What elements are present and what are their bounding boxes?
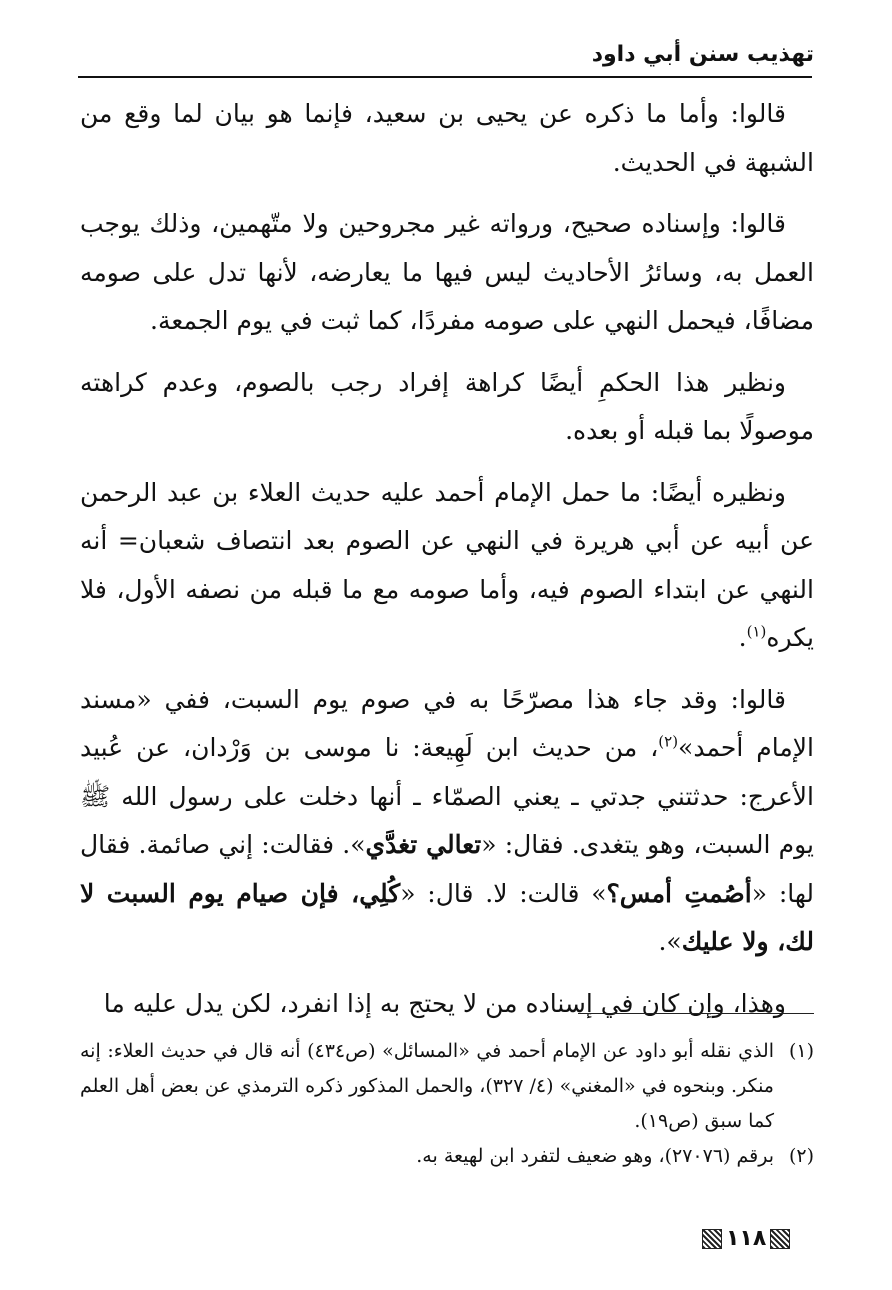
- footnote-2: [80, 1139, 814, 1174]
- arabesque-ornament-icon: [702, 1229, 722, 1249]
- footnote-number: (٢): [788, 1145, 814, 1167]
- paragraph-5-part-d: » قالت: لا. قال: «: [400, 878, 607, 908]
- paragraph-4: [80, 469, 814, 663]
- hadith-quote-2: أصُمتِ أمس؟: [606, 878, 752, 908]
- header-rule: [78, 76, 812, 78]
- footnote-separator: [578, 1013, 814, 1014]
- footnote-text: الذي نقله أبو داود عن الإمام أحمد في «المسائل» (ص٤٣٤) أنه قال في حديث العلاء: إنه منكر. وبنحوه في «المغني» (٤/ ٣٢٧)، والحمل المذكور ذكره الترمذي عن بعض أهل العلم كما سبق (ص١٩).: [80, 1040, 774, 1132]
- hadith-quote-3: كُلِي، فإن صيام يوم السبت لا لك، ولا عليك: [80, 878, 814, 956]
- paragraph-1: قالوا: وأما ما ذكره عن يحيى بن سعيد، فإنما هو بيان لما وقع من الشبهة في الحديث.: [80, 99, 814, 177]
- paragraph-5-part-e: ».: [658, 927, 682, 956]
- paragraph-6: وهذا، وإن كان في إسناده من لا يحتج به إذا انفرد، لكن يدل عليه ما: [103, 988, 786, 1018]
- footnote-number: (١): [788, 1040, 814, 1062]
- footnotes: [80, 1034, 814, 1174]
- running-title: تهذيب سنن أبي داود: [591, 42, 814, 67]
- footnote-text: برقم (٢٧٠٧٦)، وهو ضعيف لتفرد ابن لهيعة به.: [416, 1145, 774, 1167]
- paragraph-4-text: ونظيره أيضًا: ما حمل الإمام أحمد عليه حديث العلاء بن عبد الرحمن عن أبيه عن أبي هريرة في النهي عن الصوم بعد انتصاف شعبان= أنه النهي عن ابتداء الصوم فيه، وأما صومه مع ما قبله من نصفه الأول، فلا يكره: [80, 477, 814, 652]
- paragraph-4-end: .: [738, 623, 747, 652]
- paragraph-5: [80, 676, 814, 967]
- hadith-quote-1: تعالي تغدَّي: [365, 830, 482, 859]
- footnote-ref-2[interactable]: (٢): [658, 732, 679, 751]
- footnote-1: [80, 1034, 814, 1139]
- paragraph-3: ونظير هذا الحكمِ أيضًا كراهة إفراد رجب بالصوم، وعدم كراهته موصولًا بما قبله أو بعده.: [80, 367, 814, 445]
- main-text: [80, 90, 814, 1028]
- page-number: ١١٨: [726, 1226, 767, 1251]
- paragraph-5-part-a: قالوا: وقد جاء هذا مصرّحًا به في صوم يوم السبت، ففي «مسند الإمام أحمد»: [80, 684, 814, 762]
- paragraph-2: قالوا: وإسناده صحيح، ورواته غير مجروحين ولا متّهمين، وذلك يوجب العمل به، وسائرُ الأحاديث ليس فيها ما يعارضه، لأنها تدل على صومه مضافًا، فيحمل النهي على صومه مفردًا، كما ثبت في يوم الجمعة.: [80, 209, 814, 335]
- footnote-ref-1[interactable]: (١): [746, 622, 767, 641]
- arabesque-ornament-icon: [770, 1229, 790, 1249]
- paragraph-5-part-b: ، من حديث ابن لَهِيعة: نا موسى بن وَرْدان، عن عُبيد الأعرج: حدثتني جدتي ـ يعني الصمّاء ـ أنها دخلت على رسول الله ﷺ يوم السبت، وهو يتغدى. فقال: «: [80, 733, 814, 859]
- page-folio: [702, 1224, 812, 1254]
- paragraph-5-part-c: ». فقالت: إني صائمة. فقال لها: «: [80, 830, 815, 908]
